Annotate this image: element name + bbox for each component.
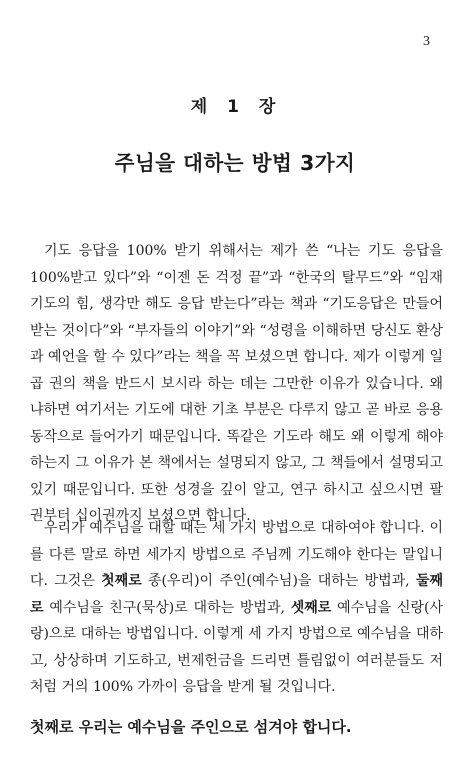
chapter-title: 주님을 대하는 방법 3가지: [114, 151, 356, 175]
paragraph-segment: 예수님을 신랑(사랑)으로 대하는 방법입니다. 이렇게 세 가지 방법으로 예수님을 대하고, 상상하며 기도하고, 번제헌금을 드리면 틀림없이 여러분들도 저처럼 거의 100% 가까이 응답을 받게 될 것입니다.: [30, 599, 444, 695]
paragraph-segment: 우리가 예수님을 대할 때는 세 가지 방법으로 대하여야 합니다. 이를 다른 말로 하면 세가지 방법으로 주님께 기도해야 한다는 말입니다. 그것은: [30, 520, 443, 589]
page-number: 3: [423, 34, 430, 49]
emphasis-second: 둘째로: [30, 573, 443, 616]
paragraph-text: [30, 515, 443, 701]
emphasis-first: 첫째로: [101, 573, 142, 589]
emphasis-third: 셋째로: [290, 599, 332, 616]
section-heading: 첫째로 우리는 예수님을 주인으로 섬겨야 합니다.: [30, 718, 352, 736]
paragraph-segment: 종(우리)이 주인(예수님)을 대하는 방법과,: [141, 573, 416, 589]
paragraph-text: 기도 응답을 100% 받기 위해서는 제가 쓴 “나는 기도 응답을 100%받고 있다”와 “이젠 돈 걱정 끝”과 “한국의 탈무드”와 “임재기도의 힘, 생각만 해도 응답 받는다”라는 책과 “기도응답은 만들어 받는 것이다”와 “부자들의 이야기”와 “성령을 이해하면 당신도 환상과 예언을 할 수 있다”라는 책을 꼭 보셨으면 합니다. 제가 이렇게 일곱 권의 책을 반드시 보시라 하는 데는 그만한 이유가 있습니다. 왜냐하면 여기서는 기도에 대한 기초 부분은 다루지 않고 곧 바로 응용동작으로 들어가기 때문입니다. 똑같은 기도라 해도 왜 이렇게 해야 하는지 그 이유가 본 책에서는 설명되지 않고, 그 책들에서 설명되고 있기 때문입니다. 또한 성경을 깊이 알고, 연구 하시고 싶으시면 팔권부터 십이권까지 보셨으면 합니다.: [30, 243, 443, 524]
chapter-label: 제 1 장: [190, 97, 280, 117]
body-paragraph-1: [30, 238, 443, 530]
paragraph-segment: 예수님을 친구(묵상)로 대하는 방법과,: [43, 599, 291, 616]
body-paragraph-2: [30, 515, 443, 701]
